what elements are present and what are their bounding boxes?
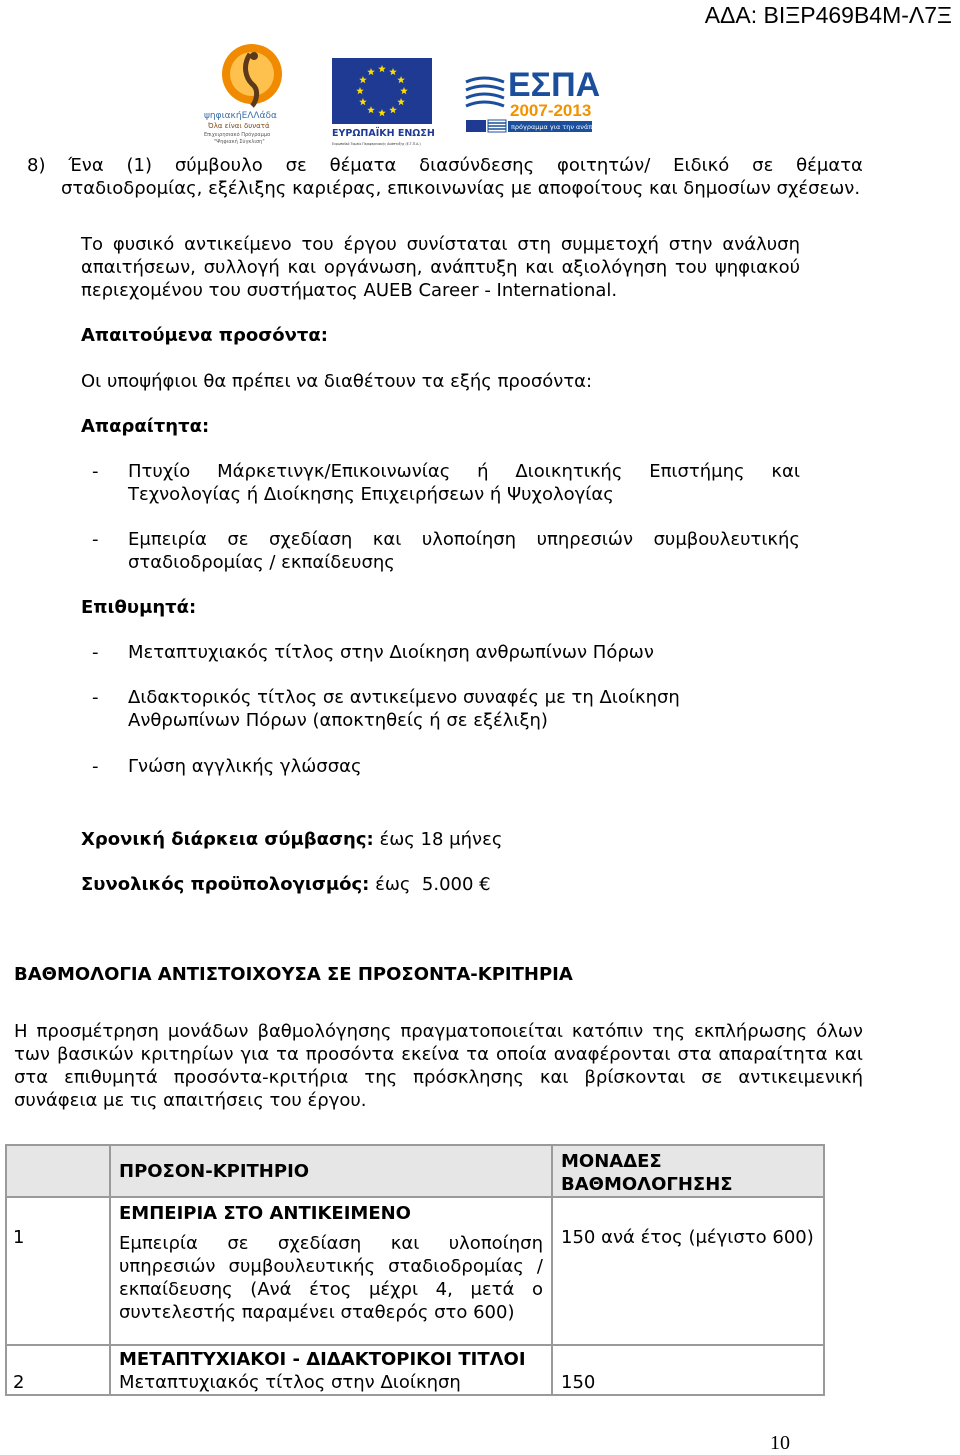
item8-word: θέματα [796,155,863,176]
dg-logo-line2: Όλα είναι δυνατά [208,122,270,130]
eu-flag-logo [330,58,436,148]
item8-word: σε [752,155,774,176]
mandatory-heading: Απαραίτητα: [81,416,210,437]
mandatory-item: Εμπειρία σε σχεδίαση και υλοποίηση υπηρεσιών συμβουλευτικής σταδιοδρομίας / εκπαίδευσης [128,529,800,573]
duration-value: έως 18 μήνες [379,829,503,850]
row-description: Εμπειρία σε σχεδίαση και υλοποίηση υπηρεσιών συμβουλευτικής σταδιοδρομίας / εκπαίδευσης (Ανά έτος μέχρι 4, μετά ο συντελεστής παραμένει σταθερός στο 600) [119,1233,543,1323]
dg-logo-line3: Επιχειρησιακό Πρόγραμμα [204,132,271,138]
criteria-table [5,1144,825,1396]
item8-word: 8) [27,155,46,176]
page-number: 10 [770,1432,790,1454]
row-points: 150 [552,1345,824,1395]
dg-logo-line1: ψηφιακήΕΛΛάδα [204,111,277,121]
required-quals-heading: Απαιτούμενα προσόντα: [81,325,328,346]
list-bullet: - [92,529,99,550]
item8-word: Ειδικό [673,155,730,176]
budget-value: έως 5.000 € [375,874,491,895]
item8-word: διασύνδεσης [419,155,535,176]
duration-label: Χρονική διάρκεια σύμβασης: [81,829,374,850]
item8-first-line [27,154,863,177]
row-points: 150 ανά έτος (μέγιστο 600) [552,1197,824,1345]
table-header-points: ΜΟΝΑΔΕΣ ΒΑΘΜΟΛΟΓΗΣΗΣ [552,1145,824,1197]
row-category: ΜΕΤΑΠΤΥΧΙΑΚΟΙ - ΔΙΔΑΚΤΟΡΙΚΟΙ ΤΙΤΛΟΙ [119,1349,526,1370]
espa-years: 2007-2013 [510,101,592,120]
espa-tagline: πρόγραμμα για την ανάπτυξη [511,123,608,131]
digital-greece-logo [200,40,300,144]
row-criterion [110,1345,552,1395]
item8-word: σύμβουλο [174,155,263,176]
espa-logo [464,62,608,136]
ada-code: ΑΔΑ: ΒΙΞΡ469Β4Μ-Λ7Ξ [704,2,952,28]
row-criterion [110,1197,552,1345]
espa-title: ΕΣΠΑ [508,66,601,104]
eu-logo-line2: Ευρωπαϊκό Ταμείο Περιφερειακής Ανάπτυξης (Ε.Τ.Π.Α.) [332,142,421,146]
scoring-paragraph: Η προσμέτρηση μονάδων βαθμολόγησης πραγματοποιείται κατόπιν της εκπλήρωσης όλων των βασικών κριτηρίων για τα προσόντα εκείνα τα οποία αναφέρονται στα απαραίτητα και στα επιθυμητά προσόντα-κριτήρια της πρόσκλησης και βρίσκονται σε αντικειμενική συνάφεια με τις απαιτήσεις του έργου. [14,1021,863,1111]
item8-word: Ένα [68,155,104,176]
desired-item: Μεταπτυχιακός τίτλος στην Διοίκηση ανθρωπίνων Πόρων [128,642,654,663]
scoring-heading: ΒΑΘΜΟΛΟΓΙΑ ΑΝΤΙΣΤΟΙΧΟΥΣΑ ΣΕ ΠΡΟΣΟΝΤΑ-ΚΡΙΤΗΡΙΑ [14,964,573,985]
table-row [6,1197,824,1345]
item8-word: σε [285,155,307,176]
total-budget [81,873,491,896]
candidates-line: Οι υποψήφιοι θα πρέπει να διαθέτουν τα εξής προσόντα: [81,371,593,392]
table-header-num [6,1145,110,1197]
table-header-criterion: ΠΡΟΣΟΝ-ΚΡΙΤΗΡΙΟ [110,1145,552,1197]
dg-logo-line4: "Ψηφιακή Σύγκλιση" [214,139,265,145]
list-bullet: - [92,461,99,482]
desired-item: Διδακτορικός τίτλος σε αντικείμενο συναφές με τη Διοίκηση Ανθρωπίνων Πόρων (αποκτηθείς ή σε εξέλιξη) [128,687,680,731]
row-number: 1 [6,1197,110,1345]
list-bullet: - [92,642,99,663]
list-bullet: - [92,687,99,708]
row-description: Μεταπτυχιακός τίτλος στην Διοίκηση [119,1372,461,1393]
table-header-row [6,1145,824,1197]
eu-logo-line1: ΕΥΡΩΠΑΪΚΗ ΕΝΩΣΗ [332,128,435,139]
item8-continuation: σταδιοδρομίας, εξέλιξης καριέρας, επικοινωνίας με αποφοίτους και δημοσίων σχέσεων. [61,178,861,199]
row-category: ΕΜΠΕΙΡΙΑ ΣΤΟ ΑΝΤΙΚΕΙΜΕΝΟ [119,1203,411,1224]
object-paragraph: Το φυσικό αντικείμενο του έργου συνίσταται στη συμμετοχή στην ανάλυση απαιτήσεων, συλλογή και οργάνωση, ανάπτυξη και αξιολόγηση του ψηφιακού περιεχομένου του συστήματος AUEB Career - International. [81,234,800,301]
item8-word: (1) [126,155,153,176]
table-row [6,1345,824,1395]
desired-heading: Επιθυμητά: [81,597,197,618]
item8-word: φοιτητών/ [557,155,651,176]
mandatory-item: Πτυχίο Μάρκετινγκ/Επικοινωνίας ή Διοικητικής Επιστήμης και Τεχνολογίας ή Διοίκησης Επιχειρήσεων ή Ψυχολογίας [128,461,800,505]
contract-duration [81,828,502,851]
list-bullet: - [92,756,99,777]
item8-word: θέματα [329,155,397,176]
row-number: 2 [6,1345,110,1395]
budget-label: Συνολικός προϋπολογισμός: [81,874,370,895]
desired-item: Γνώση αγγλικής γλώσσας [128,756,362,777]
